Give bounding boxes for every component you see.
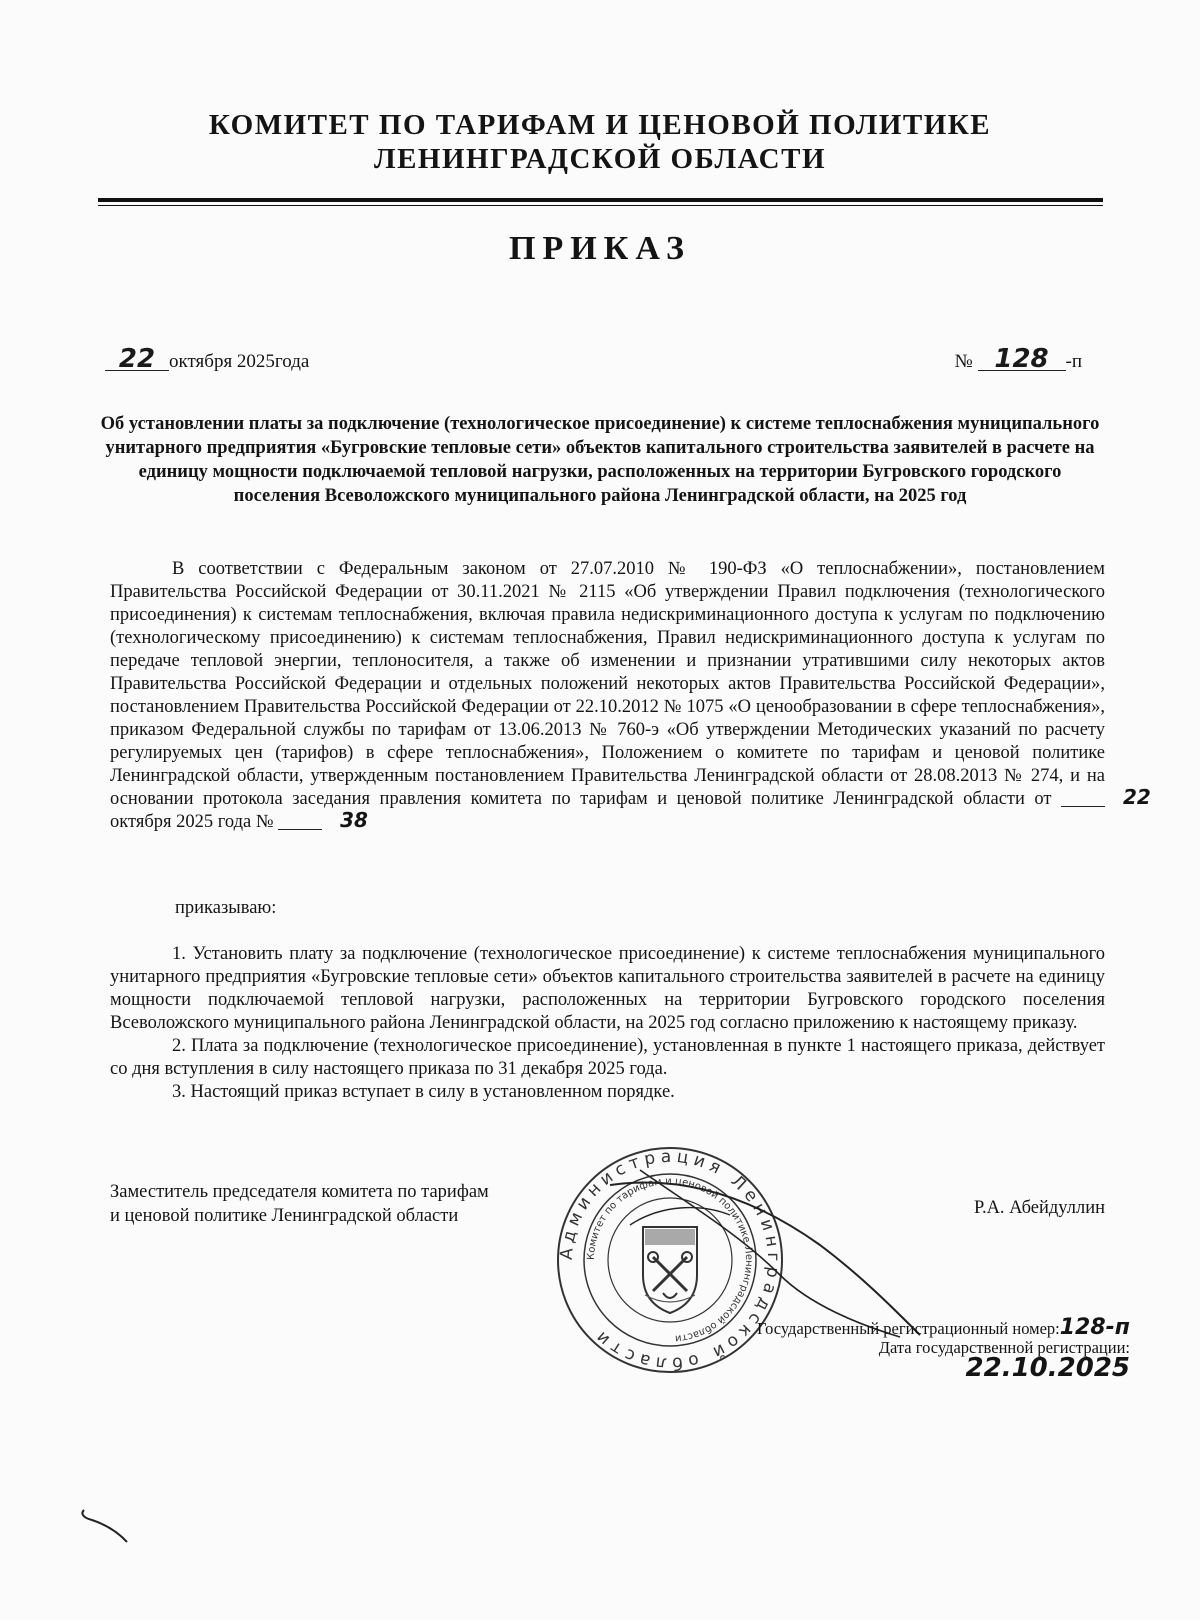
registration-number-line — [756, 1315, 1130, 1340]
order-item: 2. Плата за подключение (технологическое присоединение), установленная в пункте 1 настоящего приказа, действует со дня вступления в силу настоящего приказа по 31 декабря 2025 года. — [110, 1036, 1105, 1079]
preamble-paragraph — [110, 558, 1151, 834]
pen-mark-icon — [72, 1500, 142, 1545]
date-rest: октября 2025года — [169, 351, 310, 372]
handwritten-registration-number: 128-п — [1059, 1315, 1130, 1340]
preamble-text: В соответствии с Федеральным законом от 27.07.2010 № 190-ФЗ «О теплоснабжении», постановлением Правительства Российской Федерации от 30.11.2021 № 2115 «Об утверждении Правил подключения (технологического присоединения) к системам теплоснабжения, включая правила недискриминационного доступа к услугам по подключению (технологическому присоединению) к системам теплоснабжения, Правил недискриминационного доступа к услугам по передаче тепловой энергии, теплоносителя, а также об изменении и признании утратившими силу некоторых актов Правительства Российской Федерации и отдельных положений некоторых актов Правительства Российской Федерации», постановлением Правительства Российской Федерации от 22.10.2012 № 1075 «О ценообразовании в сфере теплоснабжения», приказом Федеральной службы по тарифам от 13.06.2013 № 760-э «Об утверждении Методических указаний по расчету регулируемых цен (тарифов) в сфере теплоснабжения», Положением о комитете по тарифам и ценовой политике Ленинградской области, утвержденным постановлением Правительства Ленинградской области от 28.08.2013 № 274, и на основании протокола заседания правления комитета по тарифам и ценовой политике Ленинградской области от — [110, 559, 1105, 809]
issuer-line-2: ЛЕНИНГРАДСКОЙ ОБЛАСТИ — [373, 143, 827, 175]
header-rule-thick — [98, 198, 1103, 202]
seal-inner-text: Комитет по тарифам и ценовой политике Ленинградской области — [585, 1175, 755, 1344]
order-item: 3. Настоящий приказ вступает в силу в установленном порядке. — [172, 1082, 675, 1102]
order-number — [954, 344, 1082, 374]
position-line-2: и ценовой политике Ленинградской области — [110, 1206, 459, 1226]
seal-outer-text: Администрация Ленинградской области — [556, 1146, 784, 1374]
handwritten-protocol-day: 22 — [1061, 788, 1105, 807]
registration-block — [756, 1315, 1130, 1383]
handwritten-day: 22 — [105, 348, 169, 371]
signatory-position — [110, 1180, 489, 1228]
order-word: приказываю: — [175, 898, 277, 918]
order-items — [110, 943, 1105, 1104]
issuer-line-1: КОМИТЕТ ПО ТАРИФАМ И ЦЕНОВОЙ ПОЛИТИКЕ — [208, 109, 992, 141]
issuer-header — [0, 108, 1200, 176]
handwritten-number: 128 — [978, 348, 1066, 371]
number-suffix: -п — [1065, 351, 1082, 372]
handwritten-registration-date: 22.10.2025 — [965, 1353, 1130, 1383]
order-subject: Об установлении платы за подключение (технологическое присоединение) к системе теплоснабжения муниципального унитарного предприятия «Бугровские тепловые сети» объектов капитального строительства заявителей в расчете на единицу мощности подключаемой тепловой нагрузки, расположенных на территории Бугровского городского поселения Всеволожского муниципального района Ленинградской области, на 2025 год — [100, 414, 1100, 506]
order-item: 1. Установить плату за подключение (технологическое присоединение) к системе теплоснабжения муниципального унитарного предприятия «Бугровские тепловые сети» объектов капитального строительства заявителей в расчете на единицу мощности подключаемой тепловой нагрузки, расположенных на территории Бугровского городского поселения Всеволожского муниципального района Ленинградской области, на 2025 год согласно приложению к настоящему приказу. — [110, 944, 1105, 1033]
signature-scribble-icon — [600, 1165, 930, 1340]
number-prefix: № — [954, 351, 973, 372]
position-line-1: Заместитель председателя комитета по тарифам — [110, 1182, 489, 1202]
registration-date-label: Дата государственной регистрации: — [878, 1338, 1130, 1357]
document-type-title: ПРИКАЗ — [509, 230, 691, 267]
preamble-middle: октября 2025 года № — [110, 812, 274, 832]
handwritten-protocol-number: 38 — [278, 811, 322, 830]
header-rule-thin — [98, 205, 1103, 206]
order-date — [105, 344, 310, 374]
registration-number-label: Государственный регистрационный номер: — [756, 1319, 1060, 1338]
signatory-name: Р.А. Абейдуллин — [973, 1198, 1105, 1218]
